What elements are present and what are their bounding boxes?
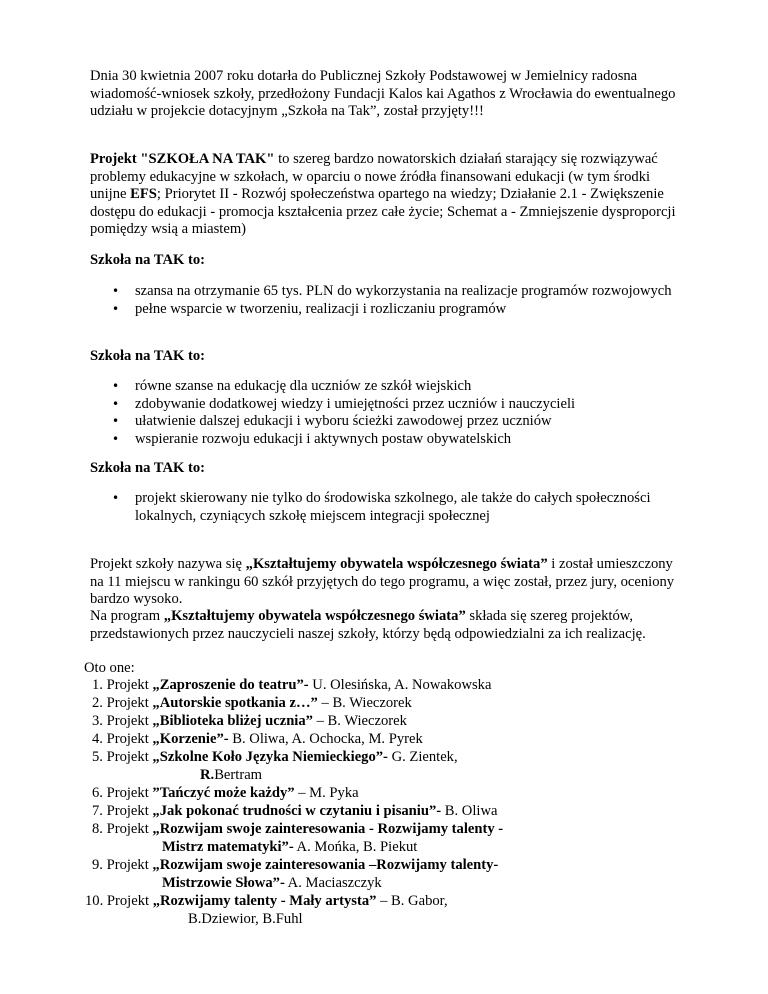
project-prefix: Projekt [102,803,153,819]
project-item-6 [92,785,359,803]
project-prefix: Projekt [102,713,153,729]
project-item-8 [92,821,503,839]
project-item-7 [92,803,497,821]
project-prefix: Projekt [102,695,153,711]
list-item: • szansa na otrzymanie 65 tys. PLN do wykorzystania na realizacje programów rozwojowych [90,283,690,301]
section-2-list [90,378,690,448]
project-title: „Rozwijam swoje zainteresowania –Rozwijamy talenty- [152,857,499,873]
project-item-3 [92,713,407,731]
program-text-1: Na program [90,608,164,624]
section-2-heading: Szkoła na TAK to: [90,348,206,364]
project-item-5-continuation [200,767,262,785]
project-item-5 [92,749,458,767]
list-item: • projekt skierowany nie tylko do środowiska szkolnego, ale także do całych społeczności lokalnych, czyniących szkołę miejscem integracji społecznej [90,490,690,525]
project-prefix: Projekt [103,893,153,909]
project-authors: – B. Gabor, [376,893,448,909]
project-title: „Korzenie”- [152,731,229,747]
project-cont-text: B.Dziewior, B.Fuhl [188,911,303,927]
project-title: „Rozwijamy talenty - Mały artysta” [152,893,377,909]
project-title: „Zaproszenie do teatru”- [152,677,309,693]
intro-text: Dnia 30 kwietnia 2007 roku dotarła do Publicznej Szkoły Podstawowej w Jemielnicy radosna wiadomość-wniosek szkoły, przedłożony Fundacji Kalos kai Agathos z Wrocławia do ewentualnego udziału w projekcie dotacyjnym „Szkoła na Tak”, został przyjęty!!! [90,68,676,119]
project-authors: – B. Wieczorek [317,695,412,711]
project-cont-bold: Mistrz matematyki”- [162,839,294,855]
section-3-heading: Szkoła na TAK to: [90,460,206,476]
project-authors: – M. Pyka [294,785,359,801]
project-cont-bold: Mistrzowie Słowa”- [162,875,285,891]
project-authors: U. Olesińska, A. Nowakowska [308,677,492,693]
project-cont-text: A. Mońka, B. Piekut [293,839,418,855]
program-paragraph [90,608,690,643]
list-item: • równe szanse na edukację dla uczniów ze szkół wiejskich [90,378,690,396]
project-number: 9. [92,857,103,873]
project-cont-text: A. Maciaszczyk [284,875,382,891]
project-title: ”Tańczyć może każdy” [152,785,295,801]
project-prefix: Projekt [102,785,153,801]
project-description [90,151,690,239]
section-1-list [90,283,690,318]
project-prefix: Projekt [102,731,153,747]
project-prefix: Projekt [102,857,153,873]
intro-paragraph [90,68,690,121]
project-number: 8. [92,821,103,837]
project-number: 4. [92,731,103,747]
efs-bold: EFS [130,186,157,202]
project-item-8-continuation [162,839,417,857]
project-title: „Jak pokonać trudności w czytaniu i pisaniu”- [152,803,442,819]
project-desc-text-2: ; Priorytet II - Rozwój społeczeństwa opartego na wiedzy; Działanie 2.1 - Zwiększenie dostępu do edukacji - promocja kształcenia przez całe życie; Schemat a - Zmniejszenie dysproporcji pomiędzy wsią a miastem) [90,186,676,237]
school-project-paragraph [90,556,690,609]
project-desc-text-1: to szereg bardzo nowatorskich działań starający się rozwiązywać problemy edukacyjne w szkołach, w oparciu o nowe źródła finansowani edukacji (w tym środki unijne [90,151,658,202]
section-1-heading: Szkoła na TAK to: [90,252,206,268]
project-prefix: Projekt [102,821,153,837]
project-cont-bold: R. [200,767,215,783]
project-number: 3. [92,713,103,729]
project-authors: B. Oliwa [441,803,498,819]
program-text-2: składa się szereg projektów, przedstawionych przez nauczycieli naszej szkoły, którzy będą odpowiedzialni za ich realizację. [90,608,646,642]
list-item: • zdobywanie dodatkowej wiedzy i umiejętności przez uczniów i nauczycieli [90,396,690,414]
project-title: „Autorskie spotkania z…” [152,695,318,711]
project-number: 7. [92,803,103,819]
school-project-title: „Kształtujemy obywatela współczesnego świata” [245,556,548,572]
project-item-2 [92,695,412,713]
project-number: 6. [92,785,103,801]
school-project-text-2: i został umieszczony na 11 miejscu w rankingu 60 szkół przyjętych do tego programu, a więc został, przez jury, oceniony bardzo wysoko. [90,556,675,607]
project-name-bold: Projekt "SZKOŁA NA TAK" [90,151,275,167]
project-cont-text: Bertram [214,767,263,783]
school-project-text-1: Projekt szkoły nazywa się [90,556,246,572]
project-authors: – B. Wieczorek [312,713,407,729]
project-item-10-continuation [188,911,303,929]
projects-list-intro: Oto one: [84,660,135,676]
section-3-list [90,490,690,525]
project-item-10 [85,893,448,911]
project-item-9 [92,857,498,875]
project-title: „Biblioteka bliżej ucznia” [152,713,313,729]
project-title: „Szkolne Koło Języka Niemieckiego”- [152,749,388,765]
list-item: • ułatwienie dalszej edukacji i wyboru ścieżki zawodowej przez uczniów [90,413,690,431]
program-title: „Kształtujemy obywatela współczesnego świata” [163,608,466,624]
project-prefix: Projekt [102,749,153,765]
project-number: 1. [92,677,103,693]
list-item: • pełne wsparcie w tworzeniu, realizacji i rozliczaniu programów [90,301,690,319]
project-number: 10. [85,893,104,909]
project-item-9-continuation [162,875,382,893]
project-prefix: Projekt [102,677,153,693]
project-authors: B. Oliwa, A. Ochocka, M. Pyrek [228,731,423,747]
project-item-1 [92,677,491,695]
list-item: • wspieranie rozwoju edukacji i aktywnych postaw obywatelskich [90,431,690,449]
project-item-4 [92,731,423,749]
project-title: „Rozwijam swoje zainteresowania - Rozwijamy talenty - [152,821,504,837]
project-number: 2. [92,695,103,711]
project-number: 5. [92,749,103,765]
project-authors: G. Zientek, [387,749,458,765]
